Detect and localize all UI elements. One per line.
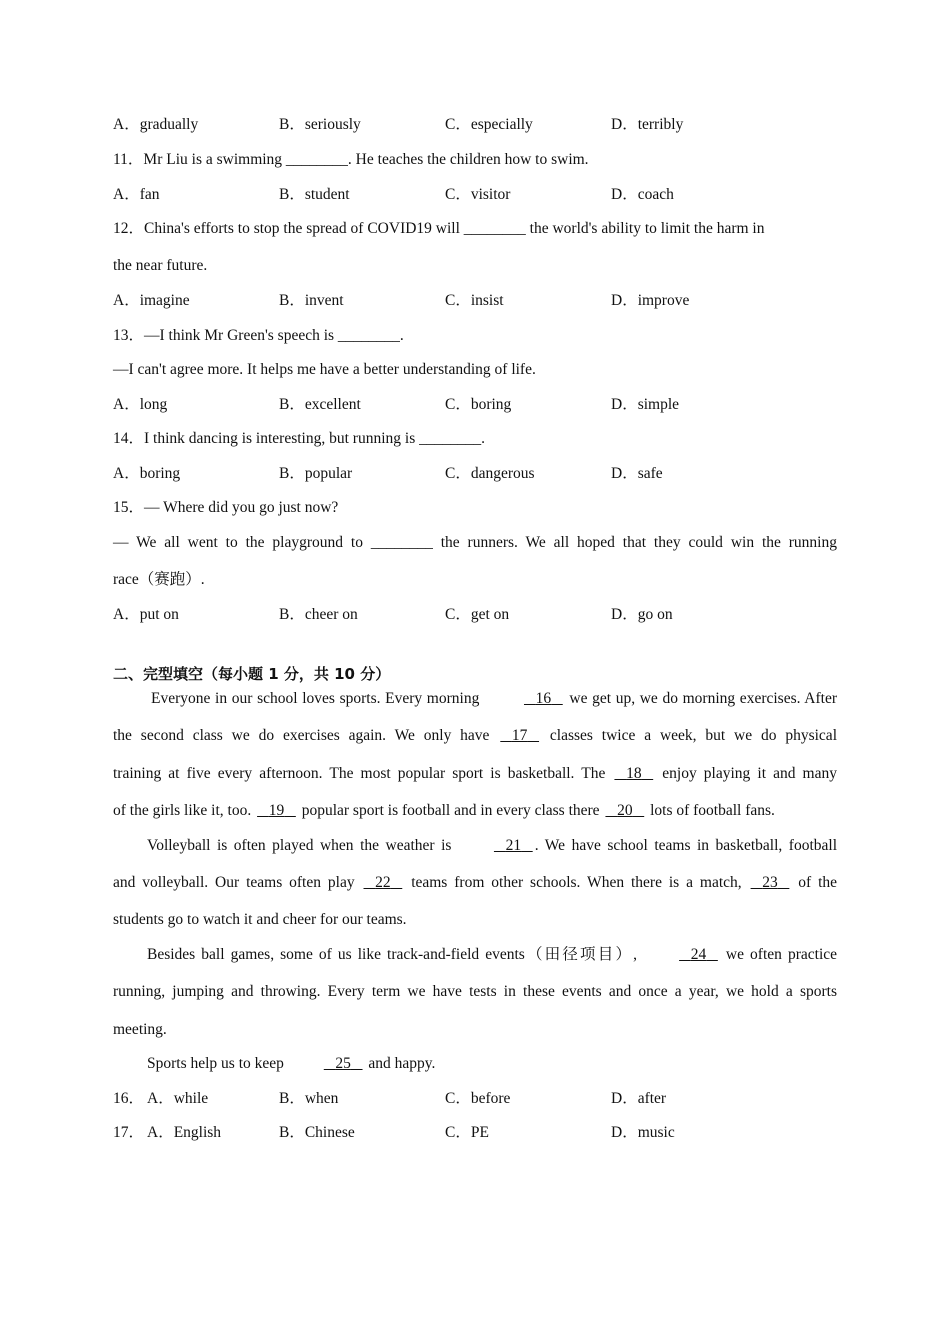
option-a: A．gradually [113,116,199,133]
text: classes twice a week, but we do physical [549,727,837,744]
blank-24: 24 [690,946,707,963]
passage-line [113,836,837,856]
q12-options [113,291,837,311]
option-d: D．terribly [611,116,684,133]
option-c: C．especially [445,116,533,133]
question-number: 16． [113,1090,145,1107]
blank-22: 22 [375,874,391,891]
option-c: C．boring [445,396,512,413]
text: . We have school teams in basketball, football [534,837,837,854]
q13-options [113,395,837,415]
option-d: D．safe [611,465,663,482]
option-a: A．put on [113,606,179,623]
passage-line [113,1054,837,1074]
text: we get up, we do morning exercises. After [569,690,837,707]
option-d: D．music [611,1124,675,1141]
option-d: D．improve [611,292,690,309]
option-c: C．dangerous [445,465,535,482]
option-b: B．seriously [279,116,361,133]
option-d: D．after [611,1090,667,1107]
option-a: A．boring [113,465,181,482]
option-a: A．while [147,1090,209,1107]
blank-23: 23 [762,874,778,891]
option-b: B．popular [279,465,353,482]
text: of the [798,874,838,891]
passage-line: meeting. [113,1021,167,1038]
text: training at five every afternoon. The most popular sport is basketball. The [113,765,606,782]
blank-19: 19 [268,802,285,819]
q14-stem: 14．I think dancing is interesting, but running is ________. [113,430,485,447]
text: popular sport is football and in every class there [301,802,600,819]
option-b: B．excellent [279,396,361,413]
q11-stem: 11．Mr Liu is a swimming ________. He teaches the children how to swim. [113,151,589,168]
passage-line: students go to watch it and cheer for our teams. [113,911,407,928]
text: of the girls like it, too. [113,802,252,819]
option-a: A．long [113,396,168,413]
option-a: A．imagine [113,292,190,309]
q10-options [113,115,837,135]
passage-line [113,945,837,965]
q12-stem: 12．China's efforts to stop the spread of COVID19 will ________ the world's ability to limit the harm in [113,220,765,237]
text: and happy. [368,1055,436,1072]
option-d: D．simple [611,396,680,413]
section-heading: 二、完型填空（每小题 1 分，共 10 分） [113,665,391,683]
question-number: 17． [113,1124,145,1141]
passage-line [113,689,837,709]
option-c: C．get on [445,606,510,623]
passage-line: running, jumping and throwing. Every term we have tests in these events and once a year, we hold a sports [113,983,837,1000]
option-a: A．fan [113,186,160,203]
option-b: B．Chinese [279,1124,355,1141]
q15-reply-cont: race（赛跑）. [113,571,205,588]
option-c: C．PE [445,1124,489,1141]
q17-options [113,1123,837,1143]
passage-line [113,873,837,893]
option-c: C．visitor [445,186,511,203]
q12-stem-cont: the near future. [113,257,208,274]
option-c: C．insist [445,292,504,309]
blank-21: 21 [505,837,522,854]
option-b: B．when [279,1090,339,1107]
q14-options [113,464,837,484]
text: the second class we do exercises again. We only have [113,727,490,744]
text: we often practice [725,946,838,963]
blank-18: 18 [626,765,642,782]
text: lots of football fans. [650,802,775,819]
option-b: B．invent [279,292,344,309]
option-d: D．coach [611,186,674,203]
q16-options [113,1089,837,1109]
q15-reply: — We all went to the playground to ________ the runners. We all hoped that they could win the running [113,534,837,551]
blank-20: 20 [617,802,633,819]
passage-line [113,764,837,784]
text: Everyone in our school loves sports. Every morning [151,690,480,707]
blank-17: 17 [511,727,528,744]
blank-25: 25 [335,1055,351,1072]
passage-line [113,801,837,821]
q13-stem: 13．—I think Mr Green's speech is ________. [113,327,404,344]
option-a: A．English [147,1124,222,1141]
option-b: B．student [279,186,350,203]
blank-16: 16 [535,690,552,707]
q15-stem: 15．— Where did you go just now? [113,499,339,516]
passage-line [113,726,837,746]
text: teams from other schools. When there is a match, [411,874,742,891]
q15-options [113,605,837,625]
text: enjoy playing it and many [662,765,837,782]
text: and volleyball. Our teams often play [113,874,355,891]
text: Volleyball is often played when the weather is [147,837,452,854]
option-b: B．cheer on [279,606,358,623]
q11-options [113,185,837,205]
option-c: C．before [445,1090,511,1107]
q13-reply: —I can't agree more. It helps me have a better understanding of life. [113,361,536,378]
text: Sports help us to keep [147,1055,284,1072]
text: Besides ball games, some of us like track-and-field events（田径项目）, [147,946,638,963]
option-d: D．go on [611,606,673,623]
